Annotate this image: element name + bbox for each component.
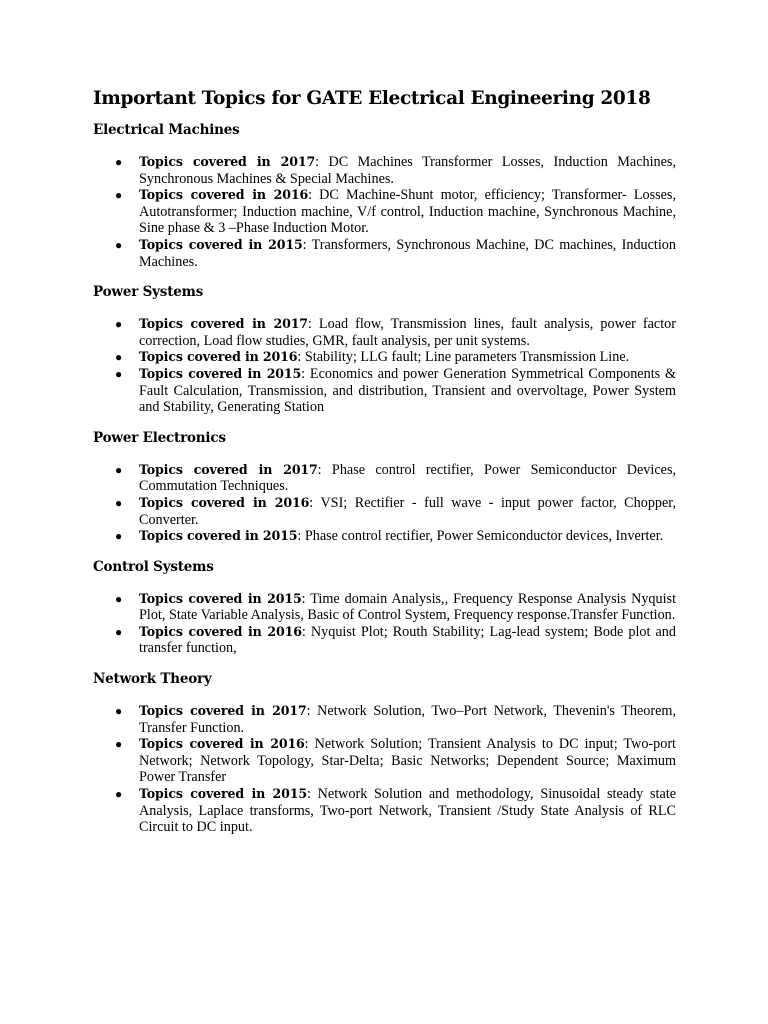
section-heading: Control Systems [93,558,214,575]
topic-text: : Nyquist Plot; Routh Stability; Lag-lead system; Bode plot and transfer function, [139,623,676,657]
topic-text: : Time domain Analysis,, Frequency Response Analysis Nyquist Plot, State Variable Analysis, Basic of Control System, Frequency response.Transfer Function. [139,590,677,624]
section-network-theory [93,670,676,836]
year-label: Topics covered in 2015 [139,365,302,381]
bullet-icon: ● [115,366,123,381]
bullet-icon: ● [115,495,123,510]
list-item [115,590,677,624]
bullet-icon: ● [115,350,123,365]
section-electrical-machines [93,121,676,270]
topic-text: : Transformers, Synchronous Machine, DC machines, Induction Machines. [139,236,676,270]
bullet-icon: ● [115,317,123,332]
bullet-icon: ● [115,237,123,252]
list-item [115,461,677,495]
topic-text: : Phase control rectifier, Power Semiconductor devices, Inverter. [297,528,664,545]
topic-text: : Network Solution and methodology, Sinusoidal steady state Analysis, Laplace transforms, Two-port Network, Transient /Study State Analysis of RLC Circuit to DC input. [139,786,676,836]
section-power-electronics [93,429,676,545]
list-item [115,528,676,545]
list-item [115,703,677,736]
topic-text: : Network Solution; Transient Analysis to DC input; Two-port Network; Network Topology, Star-Delta; Basic Networks; Dependent Source; Maximum Power Transfer [139,736,676,786]
year-label: Topics covered in 2015 [139,590,302,606]
bullet-icon: ● [115,737,123,752]
topic-text: : Economics and power Generation Symmetrical Components & Fault Calculation, Transmission, and distribution, Transient and overvoltage, Power System and Stability, Generating Station [139,365,676,416]
bullet-icon: ● [115,462,123,477]
bullet-icon: ● [115,704,123,719]
topic-text: : Load flow, Transmission lines, fault analysis, power factor correction, Load flow studies, GMR, fault analysis, per unit systems. [139,316,676,349]
year-label: Topics covered in 2017 [139,703,307,719]
year-label: Topics covered in 2017 [139,316,308,332]
list-item [115,623,676,657]
topic-text: : VSI; Rectifier - full wave - input power factor, Chopper, Converter. [139,494,677,528]
list-item [115,316,676,349]
year-label: Topics covered in 2017 [139,461,318,477]
year-label: Topics covered in 2015 [139,528,298,544]
section-heading: Network Theory [93,671,212,688]
section-control-systems [93,558,676,657]
year-label: Topics covered in 2016 [139,494,310,510]
list-item [115,365,676,416]
list-item [115,786,676,836]
section-heading: Power Systems [93,284,204,301]
bullet-icon: ● [115,787,123,802]
year-label: Topics covered in 2016 [139,187,309,203]
bullet-icon: ● [115,529,123,544]
topic-list [93,462,676,545]
list-item [115,736,676,786]
topic-text: : Stability; LLG fault; Line parameters Transmission Line. [297,349,630,366]
topic-text: : DC Machines Transformer Losses, Induction Machines, Synchronous Machines & Special Machines. [139,154,677,187]
bullet-icon: ● [115,591,123,606]
topic-list [93,154,676,270]
topic-list [93,316,676,416]
topic-text: : DC Machine-Shunt motor, efficiency; Transformer- Losses, Autotransformer; Induction machine, V/f control, Induction machine, Synchronous Machine, Sine phase & 3 –Phase Induction Motor. [139,187,676,237]
year-label: Topics covered in 2015 [139,786,307,802]
topic-list [93,591,676,657]
bullet-icon: ● [115,155,123,169]
topic-text: : Phase control rectifier, Power Semiconductor Devices, Commutation Techniques. [139,461,677,495]
bullet-icon: ● [115,188,123,203]
document-title: Important Topics for GATE Electrical Engineering 2018 [93,88,651,109]
section-power-systems [93,283,676,416]
list-item [115,349,676,366]
year-label: Topics covered in 2016 [139,623,302,639]
list-item [115,494,677,528]
topic-list [93,703,676,836]
list-item [115,154,677,187]
topic-text: : Network Solution, Two–Port Network, Thevenin's Theorem, Transfer Function. [139,703,677,736]
list-item [115,236,676,270]
document-page [93,86,676,849]
year-label: Topics covered in 2015 [139,236,303,252]
section-heading: Electrical Machines [93,122,240,138]
year-label: Topics covered in 2017 [139,154,316,169]
year-label: Topics covered in 2016 [139,736,305,752]
section-heading: Power Electronics [93,429,226,446]
list-item [115,187,676,237]
bullet-icon: ● [115,624,123,639]
year-label: Topics covered in 2016 [139,349,298,365]
